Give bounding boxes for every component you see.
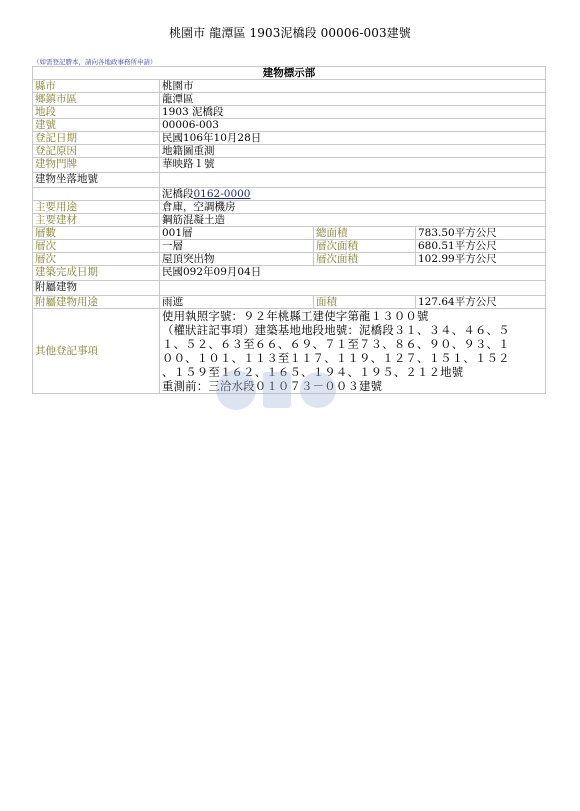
- door-plate-value: 華映路１號: [160, 158, 546, 173]
- land-location-spacer: [160, 173, 546, 188]
- table-row: [33, 266, 546, 281]
- floor-area-value: 102.99平方公尺: [416, 253, 546, 266]
- table-row: [33, 119, 546, 132]
- county-value: 桃園市: [160, 80, 546, 93]
- land-location-label: 建物坐落地號: [33, 173, 160, 188]
- annex-use-label: 附屬建物用途: [33, 296, 160, 309]
- table-row: [33, 281, 546, 296]
- table-row: [33, 188, 546, 201]
- request-note: （如需登記謄本，請向各地政事務所申請）: [33, 58, 157, 66]
- annex-header-label: 附屬建物: [33, 281, 160, 296]
- other-line: １、５２、６３至６６、６９、７１至７３、８６、９０、９３、１: [162, 337, 510, 351]
- other-line: 使用執照字號：９２年桃縣工建使字第龍１３００號: [162, 309, 429, 323]
- floor-area-label: 層次面積: [314, 253, 416, 266]
- reg-reason-value: 地籍圖重測: [160, 145, 546, 158]
- district-value: 龍潭區: [160, 93, 546, 106]
- main-use-label: 主要用途: [33, 201, 160, 214]
- floors-value: 001層: [160, 227, 314, 240]
- floor-level-value: 屋頂突出物: [160, 253, 314, 266]
- other-items-label: 其他登記事項: [33, 309, 160, 394]
- main-material-value: 鋼筋混凝土造: [160, 214, 546, 227]
- main-use-value: 倉庫，空調機房: [160, 201, 546, 214]
- main-material-label: 主要建材: [33, 214, 160, 227]
- other-items-value: [160, 309, 546, 394]
- table-row: [33, 227, 546, 240]
- district-label: 鄉鎮市區: [33, 93, 160, 106]
- table-row: [33, 296, 546, 309]
- land-location-empty: [33, 188, 160, 201]
- annex-area-value: 127.64平方公尺: [416, 296, 546, 309]
- land-section-prefix: 泥橋段: [162, 188, 194, 200]
- building-registration-table: [32, 66, 546, 394]
- other-line: 重測前：三洽水段０１０７３－００３建號: [162, 379, 383, 393]
- reg-date-label: 登記日期: [33, 132, 160, 145]
- floor-level-label: 層次: [33, 240, 160, 253]
- floor-level-label: 層次: [33, 253, 160, 266]
- land-number-link[interactable]: 0162-0000: [193, 188, 251, 200]
- table-row: [33, 145, 546, 158]
- land-location-value: [160, 188, 546, 201]
- other-line: ００、１０１、１１３至１１７、１１９、１２７、１５１、１５２: [162, 351, 510, 365]
- table-row: [33, 253, 546, 266]
- table-row: [33, 93, 546, 106]
- section-label: 地段: [33, 106, 160, 119]
- floors-label: 層數: [33, 227, 160, 240]
- reg-reason-label: 登記原因: [33, 145, 160, 158]
- annex-area-label: 面積: [314, 296, 416, 309]
- page-title: 桃園市 龍潭區 1903泥橋段 00006-003建號: [169, 26, 411, 40]
- section-title: 建物標示部: [33, 67, 546, 80]
- reg-date-value: 民國106年10月28日: [160, 132, 546, 145]
- floor-level-value: 一層: [160, 240, 314, 253]
- completion-value: 民國092年09月04日: [160, 266, 546, 281]
- floor-area-value: 680.51平方公尺: [416, 240, 546, 253]
- county-label: 縣市: [33, 80, 160, 93]
- table-row: [33, 132, 546, 145]
- other-line: 、１５９至１６２、１６５、１９４、１９５、２１２地號: [162, 365, 464, 379]
- table-row: [33, 158, 546, 173]
- building-no-label: 建號: [33, 119, 160, 132]
- section-header-row: [33, 67, 546, 80]
- section-value: 1903 泥橋段: [160, 106, 546, 119]
- annex-header-spacer: [160, 281, 546, 296]
- completion-label: 建築完成日期: [33, 266, 160, 281]
- table-row: [33, 80, 546, 93]
- floor-area-label: 層次面積: [314, 240, 416, 253]
- table-row: [33, 309, 546, 394]
- table-row: [33, 173, 546, 188]
- building-no-value: 00006-003: [160, 119, 546, 132]
- total-area-value: 783.50平方公尺: [416, 227, 546, 240]
- table-row: [33, 201, 546, 214]
- other-line: （權狀註記事項）建築基地地段地號：泥橋段３１、３４、４６、５: [162, 323, 510, 337]
- annex-use-value: 雨遮: [160, 296, 314, 309]
- total-area-label: 總面積: [314, 227, 416, 240]
- table-row: [33, 240, 546, 253]
- door-plate-label: 建物門牌: [33, 158, 160, 173]
- table-row: [33, 106, 546, 119]
- table-row: [33, 214, 546, 227]
